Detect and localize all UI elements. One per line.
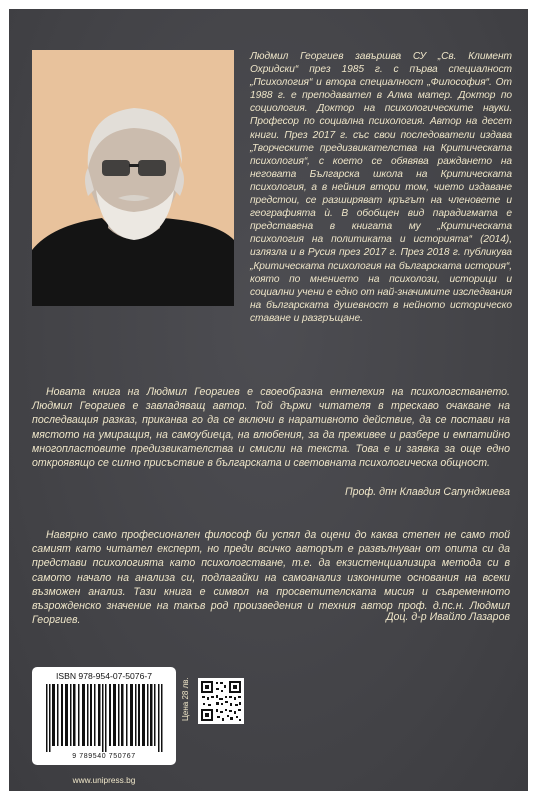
- author-photo: [32, 50, 234, 306]
- back-cover: [9, 9, 528, 791]
- author-portrait-image: [32, 50, 234, 306]
- review-text-1: Новата книга на Людмил Георгиев е своеобразна ентелехия на психологстването. Людмил Георгиев е завладяващ автор. Той държи читателя в трескаво очакване на последващия разказ, приканва го да се включи в наративното действие, да се постави на мястото на умиращия, на самоубиеца, на влюбения, за да преживее и разбере и емпатийно многопластовите предизвикателства и смисли на текста. Това е и заявка за още едно откроявящо се силно присъствие в българската и световната психологическа общност.: [32, 386, 510, 470]
- qr-code-icon: [198, 678, 244, 724]
- author-biography: Людмил Георгиев завършва СУ „Св. Климент Охридски“ през 1985 г. с първа специалност „Психология“ и втора специалност „Философия“. От 1988 г. е преподавател в Алма матер. Доктор по социология. Доктор на психологическите науки. Професор по социална психология. Автор на десет книги. През 2017 г. със свои последователи издава „Творческите предизвикателства на Критическата психология“, с което се обявява раждането на неговата Българска школа на Критическата психология, а в нейния втори том, чието издаване предстои, се разширяват кръгът на членовете и географията ѝ. В обобщен вид парадигмата е представена в книгата му „Критическата психология на политиката и историята“ (2014), излязла и в Русия през 2017 г. През 2018 г. публикува „Критическата психология на българската история“, която по мнението на психолози, историци и социални учени е едно от най-значимите изследвания на българската душевност в нейното историческо ставане и разгръщане.: [250, 51, 512, 324]
- price-label: Цена 28 лв.: [181, 677, 190, 721]
- review-signature-1: Проф. дпн Клавдия Сапунджиева: [344, 486, 510, 498]
- review-signature-2: Доц. д-р Ивайло Лазаров: [386, 611, 510, 623]
- review-text-2: Навярно само професионален философ би успял да оцени до каква степен не само той самият като читател експерт, но преди всичко авторът е развълнуван от опита си да представи психологията като психологстване, т.е. да екзистенциализира метода си в самото начало на анализа си, подлагайки на самоанализ изконните основания на всеки възможен анализ. Тази книга е символ на просветителската мисия и съвременното възрожденско значение на такъв род произведения и техния автор проф. д.пс.н. Людмил Георгиев.: [32, 529, 510, 627]
- isbn-label: ISBN 978-954-07-5076-7: [55, 671, 153, 681]
- publisher-url: www.unipress.bg: [72, 775, 136, 785]
- barcode-icon: [42, 684, 166, 752]
- barcode-panel: [32, 667, 176, 765]
- barcode-digits: 9 789540 750767: [72, 753, 136, 760]
